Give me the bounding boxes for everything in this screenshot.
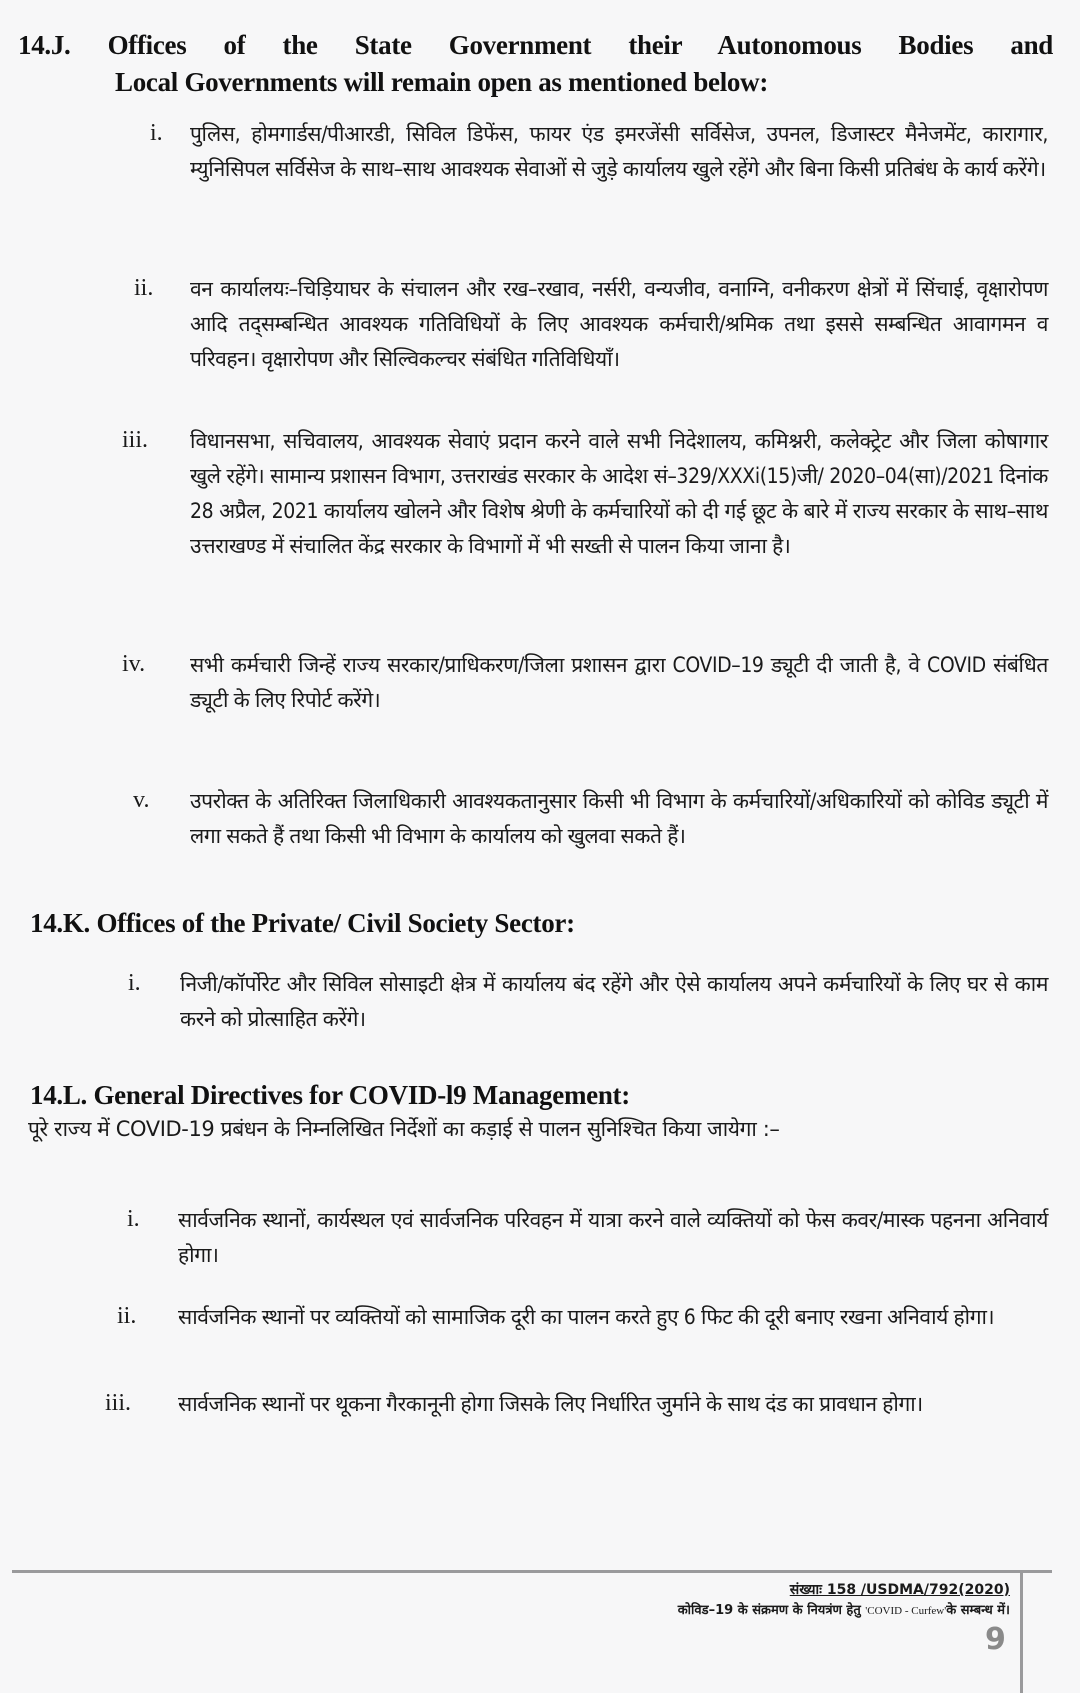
item-text: विधानसभा, सचिवालय, आवश्यक सेवाएं प्रदान करने वाले सभी निदेशालय, कमिश्नरी, कलेक्ट्रेट और जिला कोषागार खुले रहेंगे। सामान्य प्रशासन विभाग, उत्तराखंड सरकार के आदेश सं–329/XXXi(15)जी/ 2020–04(सा)/2021 दिनांक 28 अप्रैल, 2021 कार्यालय खोलने और विशेष श्रेणी के कर्मचारियों को दी गई छूट के बारे में राज्य सरकार के साथ–साथ उत्तराखण्ड में संचालित केंद्र सरकार के विभागों में भी सख्ती से पालन किया जाना है। (190, 429, 1048, 558)
item-number: v. (133, 787, 150, 813)
item-number: i. (127, 1206, 140, 1232)
item-number: iii. (105, 1390, 132, 1416)
item-text: सभी कर्मचारी जिन्हें राज्य सरकार/प्राधिकरण/जिला प्रशासन द्वारा COVID–19 ड्यूटी दी जाती है, वे COVID संबंधित ड्यूटी के लिए रिपोर्ट करेंगे। (190, 653, 1048, 712)
item-number: iv. (122, 651, 146, 677)
item-number: i. (128, 970, 141, 996)
item-number: ii. (117, 1303, 137, 1329)
footer-divider (12, 1570, 1052, 1573)
section-heading-14j (18, 27, 1058, 101)
footer-subject-quote: 'COVID - Curfew' (865, 1605, 947, 1617)
item-text: सार्वजनिक स्थानों पर व्यक्तियों को सामाजिक दूरी का पालन करते हुए 6 फिट की दूरी बनाए रखना अनिवार्य होगा। (178, 1305, 995, 1329)
section-heading-14l: 14.L. General Directives for COVID-l9 Management: (30, 1080, 630, 1110)
footer-subject-post: के सम्बन्ध में। (946, 1603, 1010, 1618)
page-number: 9 (985, 1622, 1006, 1657)
item-text: पुलिस, होमगार्डस/पीआरडी, सिविल डिफेंस, फायर एंड इमरजेंसी सर्विसेज, उपनल, डिजास्टर मैनेजमेंट, कारागार, म्युनिसिपल सर्विसेज के साथ–साथ आवश्यक सेवाओं से जुड़े कार्यालय खुले रहेंगे और बिना किसी प्रतिबंध के कार्य करेंगे। (190, 122, 1048, 181)
footer-subject (678, 1600, 1010, 1618)
footer-subject-pre: कोविड–19 के संक्रमण के नियत्रंण हेतु (677, 1603, 866, 1618)
footer-margin-line (1020, 1573, 1023, 1693)
heading-line-2: Local Governments will remain open as mentioned below: (115, 67, 769, 97)
directives-intro: पूरे राज्य में COVID-19 प्रबंधन के निम्नलिखित निर्देशों का कड़ाई से पालन सुनिश्चित किया जायेगा :– (28, 1117, 780, 1141)
item-text: सार्वजनिक स्थानों, कार्यस्थल एवं सार्वजनिक परिवहन में यात्रा करने वाले व्यक्तियों को फेस कवर/मास्क पहनना अनिवार्य होगा। (178, 1208, 1048, 1267)
item-text: निजी/कॉर्पोरेट और सिविल सोसाइटी क्षेत्र में कार्यालय बंद रहेंगे और ऐसे कार्यालय अपने कर्मचारियों के लिए घर से काम करने को प्रोत्साहित करेंगे। (180, 972, 1048, 1031)
heading-line-1: 14.J. Offices of the State Government their Autonomous Bodies and (18, 30, 1053, 60)
item-number: iii. (122, 427, 149, 453)
section-heading-14k: 14.K. Offices of the Private/ Civil Society Sector: (30, 908, 575, 938)
item-number: ii. (134, 275, 154, 301)
item-text: उपरोक्त के अतिरिक्त जिलाधिकारी आवश्यकतानुसार किसी भी विभाग के कर्मचारियों/अधिकारियों को कोविड ड्यूटी में लगा सकते हैं तथा किसी भी विभाग के कार्यालय को खुलवा सकते हैं। (190, 789, 1048, 848)
item-text: वन कार्यालयः–चिड़ियाघर के संचालन और रख–रखाव, नर्सरी, वन्यजीव, वनाग्नि, वनीकरण क्षेत्रों में सिंचाई, वृक्षारोपण आदि तद्सम्बन्धित आवश्यक गतिविधियों के लिए आवश्यक कर्मचारी/श्रमिक तथा इससे सम्बन्धित आवागमन व परिवहन। वृक्षारोपण और सिल्विकल्चर संबंधित गतिविधियाँ। (190, 277, 1048, 371)
footer-reference: संख्याः 158 /USDMA/792(2020) (789, 1582, 1010, 1598)
item-text: सार्वजनिक स्थानों पर थूकना गैरकानूनी होगा जिसके लिए निर्धारित जुर्माने के साथ दंड का प्रावधान होगा। (178, 1392, 923, 1416)
item-number: i. (150, 120, 163, 146)
